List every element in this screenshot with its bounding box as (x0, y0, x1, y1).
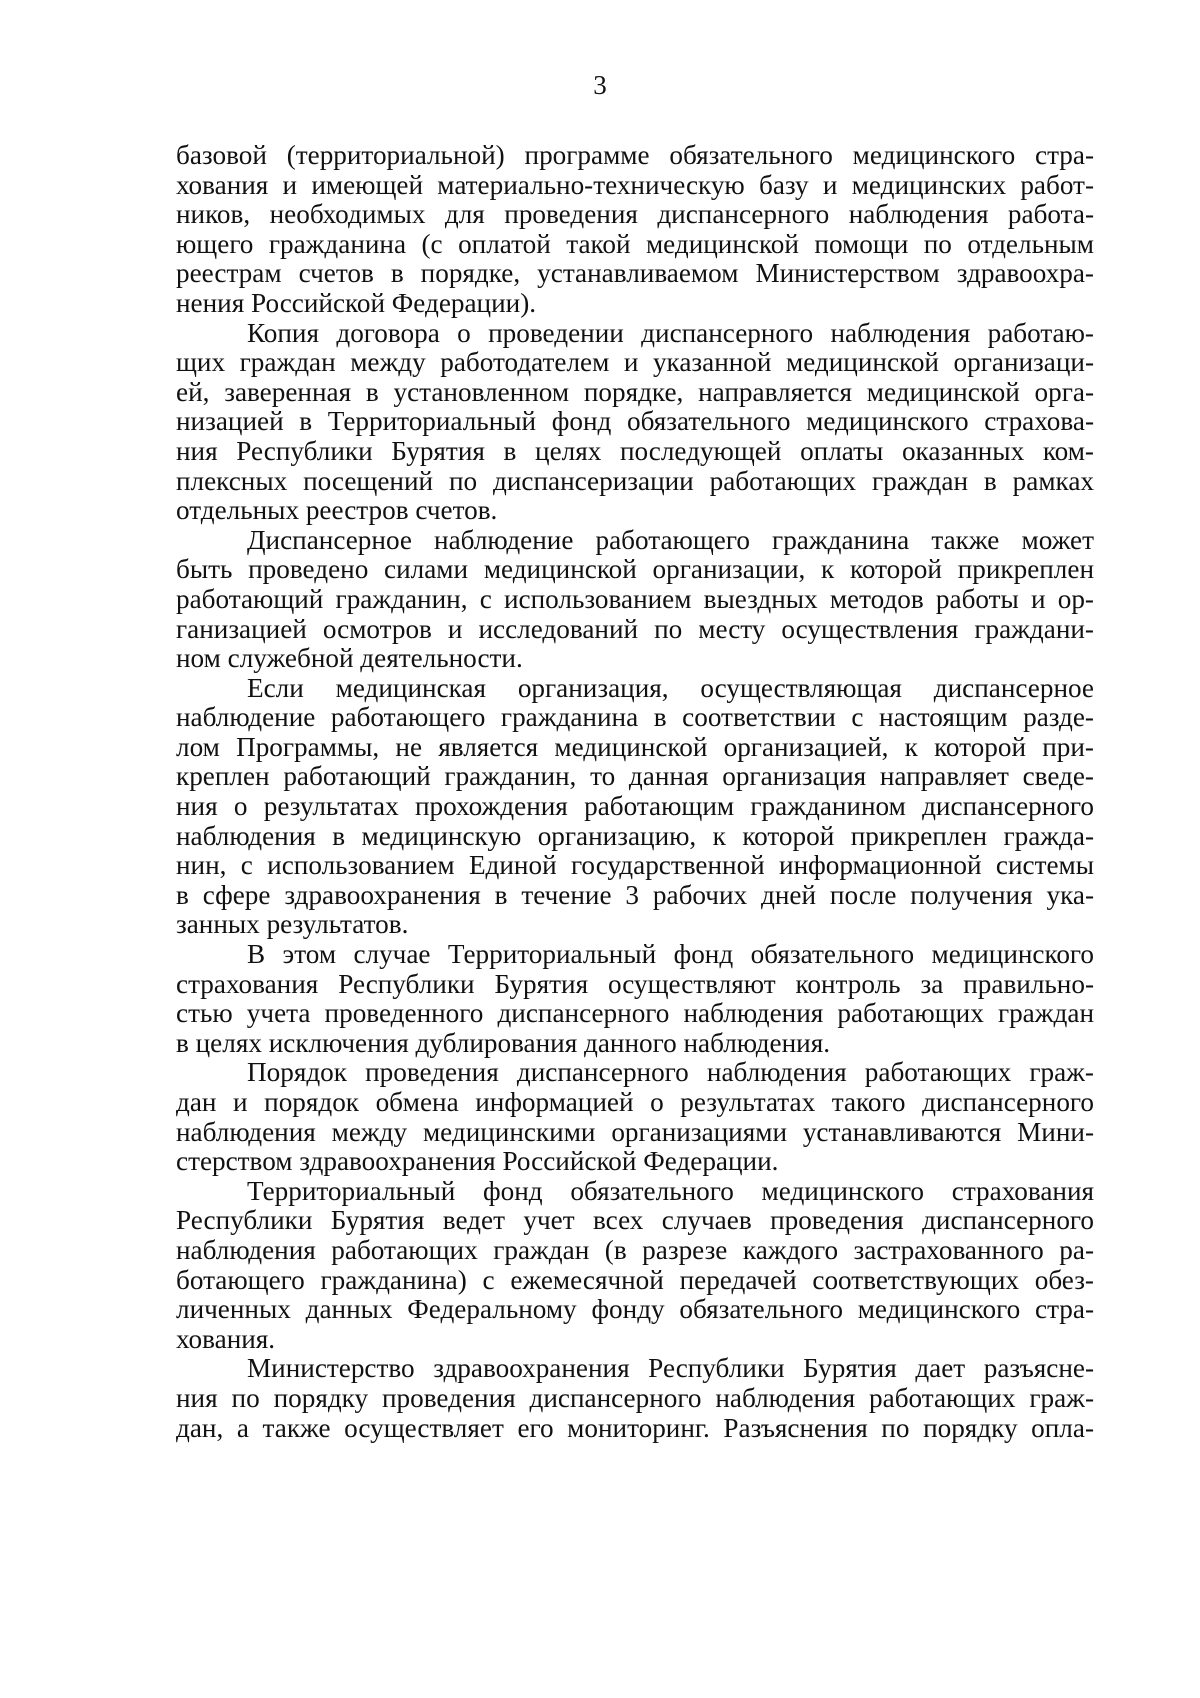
text-line: стерством здравоохранения Российской Федерации. (176, 1146, 779, 1177)
text-line: Копия договора о проведении диспансерного наблюдения работаю- (247, 317, 1094, 348)
paragraph (176, 1354, 1094, 1443)
text-line: ном служебной деятельности. (176, 643, 523, 674)
text-line: дан, а также осуществляет его мониторинг. Разъяснения по порядку опла- (176, 1412, 1094, 1443)
paragraph (176, 319, 1094, 526)
text-line: работающий гражданин, с использованием выездных методов работы и ор- (176, 583, 1094, 614)
text-line: ния Республики Бурятия в целях последующей оплаты оказанных ком- (176, 435, 1094, 466)
text-line: лом Программы, не является медицинской организацией, к которой при- (176, 731, 1094, 762)
text-line: ганизацией осмотров и исследований по месту осуществления граждани- (176, 613, 1094, 644)
text-line: Территориальный фонд обязательного медицинского страхования (247, 1175, 1094, 1206)
text-line: отдельных реестров счетов. (176, 495, 498, 526)
text-line: Если медицинская организация, осуществляющая диспансерное (247, 672, 1094, 703)
text-line: быть проведено силами медицинской организации, к которой прикреплен (176, 554, 1094, 585)
text-line: наблюдение работающего гражданина в соответствии с настоящим разде- (176, 702, 1094, 733)
text-line: ния по порядку проведения диспансерного наблюдения работающих граж- (176, 1382, 1094, 1413)
text-line: базовой (территориальной) программе обязательного медицинского стра- (176, 140, 1094, 170)
text-line: наблюдения в медицинскую организацию, к которой прикреплен гражда- (176, 820, 1094, 851)
text-line: хования. (176, 1323, 276, 1354)
text-line: ния о результатах прохождения работающим гражданином диспансерного (176, 791, 1094, 822)
paragraph (176, 1177, 1094, 1355)
text-line: реестрам счетов в порядке, устанавливаемом Министерством здравоохра- (176, 258, 1094, 289)
text-line: наблюдения между медицинскими организациями устанавливаются Мини- (176, 1116, 1094, 1147)
paragraph (176, 940, 1094, 1058)
text-line: плексных посещений по диспансеризации работающих граждан в рамках (176, 465, 1094, 496)
text-line: наблюдения работающих граждан (в разрезе каждого застрахованного ра- (176, 1234, 1094, 1265)
text-line: креплен работающий гражданин, то данная организация направляет сведе- (176, 761, 1094, 792)
text-line: Диспансерное наблюдение работающего гражданина также может (247, 524, 1094, 555)
text-line: хования и имеющей материально-техническую базу и медицинских работ- (176, 169, 1094, 200)
paragraph (176, 674, 1094, 940)
paragraph (176, 526, 1094, 674)
text-line: занных результатов. (176, 909, 409, 940)
text-line: в целях исключения дублирования данного наблюдения. (176, 1027, 831, 1058)
text-line: страхования Республики Бурятия осуществляют контроль за правильно- (176, 968, 1094, 999)
text-line: в сфере здравоохранения в течение 3 рабочих дней после получения ука- (176, 879, 1094, 910)
text-line: В этом случае Территориальный фонд обязательного медицинского (247, 939, 1094, 970)
text-line: ников, необходимых для проведения диспансерного наблюдения работа- (176, 199, 1094, 230)
text-line: нин, с использованием Единой государственной информационной системы (176, 850, 1094, 881)
text-line: Министерство здравоохранения Республики Бурятия дает разъясне- (247, 1353, 1094, 1384)
page-number: 3 (593, 70, 607, 100)
paragraph (176, 1058, 1094, 1176)
paragraph (176, 141, 1094, 319)
document-body (176, 141, 1094, 1443)
text-line: ботающего гражданина) с ежемесячной передачей соответствующих обез- (176, 1264, 1094, 1295)
text-line: дан и порядок обмена информацией о результатах такого диспансерного (176, 1087, 1094, 1117)
text-line: Республики Бурятия ведет учет всех случаев проведения диспансерного (176, 1205, 1094, 1236)
text-line: ей, заверенная в установленном порядке, направляется медицинской орга- (176, 376, 1094, 407)
text-line: ющего гражданина (с оплатой такой медицинской помощи по отдельным (176, 228, 1094, 259)
text-line: Порядок проведения диспансерного наблюдения работающих граж- (247, 1057, 1094, 1088)
text-line: низацией в Территориальный фонд обязательного медицинского страхова- (176, 406, 1094, 437)
text-line: щих граждан между работодателем и указанной медицинской организаци- (176, 347, 1094, 378)
text-line: нения Российской Федерации). (176, 287, 537, 318)
text-line: личенных данных Федеральному фонду обязательного медицинского стра- (176, 1294, 1094, 1325)
text-line: стью учета проведенного диспансерного наблюдения работающих граждан (176, 998, 1094, 1029)
